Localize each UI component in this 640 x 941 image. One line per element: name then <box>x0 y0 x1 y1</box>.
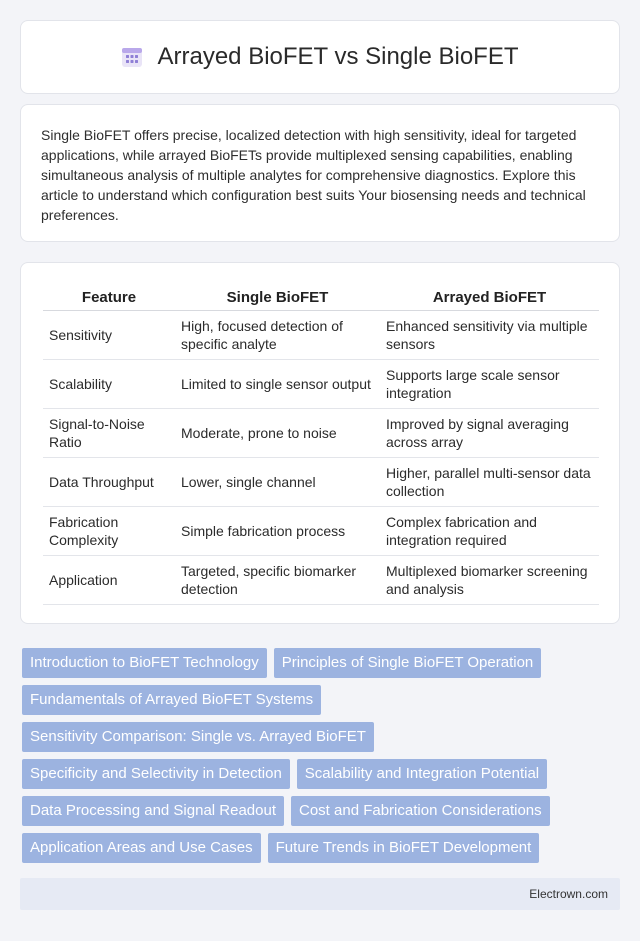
table-header-row <box>43 283 599 311</box>
grid-calendar-icon <box>121 46 143 68</box>
table-cell: Targeted, specific biomarker detection <box>175 556 380 605</box>
topic-tag-arrayed-fundamentals[interactable]: Fundamentals of Arrayed BioFET Systems <box>22 685 321 715</box>
topic-tag-introduction[interactable]: Introduction to BioFET Technology <box>22 648 267 678</box>
footer <box>20 878 620 910</box>
table-cell: Application <box>43 556 175 605</box>
table-row <box>43 311 599 360</box>
page-title: Arrayed BioFET vs Single BioFET <box>157 43 519 70</box>
table-cell: Supports large scale sensor integration <box>380 360 599 409</box>
table-cell: Scalability <box>43 360 175 409</box>
table-cell: High, focused detection of specific analyte <box>175 311 380 360</box>
intro-card <box>20 104 620 242</box>
table-cell: Limited to single sensor output <box>175 360 380 409</box>
comparison-table <box>43 283 599 605</box>
table-cell: Enhanced sensitivity via multiple sensors <box>380 311 599 360</box>
title-card <box>20 20 620 94</box>
table-cell: Data Throughput <box>43 458 175 507</box>
topic-tag-future-trends[interactable]: Future Trends in BioFET Development <box>268 833 540 863</box>
topic-tag-specificity[interactable]: Specificity and Selectivity in Detection <box>22 759 290 789</box>
table-cell: Complex fabrication and integration required <box>380 507 599 556</box>
topic-tag-scalability[interactable]: Scalability and Integration Potential <box>297 759 547 789</box>
table-row <box>43 360 599 409</box>
table-row <box>43 556 599 605</box>
table-cell: Sensitivity <box>43 311 175 360</box>
footer-site-link[interactable]: Electrown.com <box>529 887 608 901</box>
table-cell: Multiplexed biomarker screening and analysis <box>380 556 599 605</box>
comparison-table-card <box>20 262 620 624</box>
topic-tag-data-processing[interactable]: Data Processing and Signal Readout <box>22 796 284 826</box>
table-cell: Higher, parallel multi-sensor data collection <box>380 458 599 507</box>
topic-tags <box>22 648 622 870</box>
table-row <box>43 507 599 556</box>
table-cell: Lower, single channel <box>175 458 380 507</box>
topic-tag-sensitivity[interactable]: Sensitivity Comparison: Single vs. Arrayed BioFET <box>22 722 374 752</box>
column-header: Feature <box>43 283 175 311</box>
topic-tag-single-principles[interactable]: Principles of Single BioFET Operation <box>274 648 542 678</box>
table-cell: Simple fabrication process <box>175 507 380 556</box>
table-cell: Signal-to-Noise Ratio <box>43 409 175 458</box>
column-header: Arrayed BioFET <box>380 283 599 311</box>
table-cell: Moderate, prone to noise <box>175 409 380 458</box>
column-header: Single BioFET <box>175 283 380 311</box>
table-row <box>43 458 599 507</box>
table-row <box>43 409 599 458</box>
table-cell: Fabrication Complexity <box>43 507 175 556</box>
intro-text: Single BioFET offers precise, localized detection with high sensitivity, ideal for targeted applications, while arrayed BioFETs provide multiplexed sensing capabilities, enabling simultaneous analysis of multiple analytes for comprehensive diagnostics. Explore this article to understand which configuration best suits Your biosensing needs and technical preferences. <box>41 127 586 223</box>
topic-tag-cost[interactable]: Cost and Fabrication Considerations <box>291 796 550 826</box>
topic-tag-applications[interactable]: Application Areas and Use Cases <box>22 833 261 863</box>
table-cell: Improved by signal averaging across array <box>380 409 599 458</box>
